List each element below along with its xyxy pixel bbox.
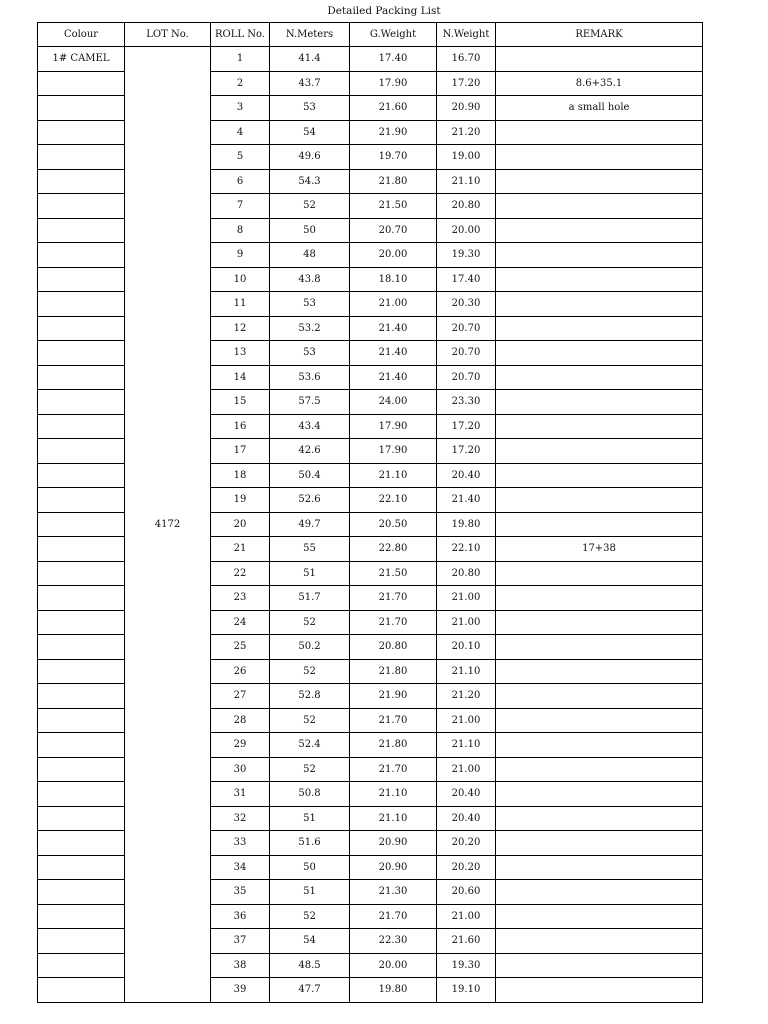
g-weight-cell: 21.40 (350, 316, 437, 341)
n-meters-cell: 50.2 (270, 635, 350, 660)
colour-cell (38, 120, 125, 145)
header-lot-no: LOT No. (125, 23, 211, 47)
n-weight-cell: 20.30 (437, 292, 496, 317)
n-meters-cell: 54.3 (270, 169, 350, 194)
n-weight-cell: 20.40 (437, 782, 496, 807)
n-meters-cell: 52 (270, 757, 350, 782)
remark-cell (496, 341, 703, 366)
n-meters-cell: 51 (270, 561, 350, 586)
remark-cell (496, 365, 703, 390)
g-weight-cell: 24.00 (350, 390, 437, 415)
remark-cell (496, 610, 703, 635)
colour-cell (38, 71, 125, 96)
remark-cell (496, 904, 703, 929)
roll-no-cell: 37 (211, 929, 270, 954)
remark-cell (496, 316, 703, 341)
n-weight-cell: 21.00 (437, 757, 496, 782)
roll-no-cell: 36 (211, 904, 270, 929)
colour-cell (38, 365, 125, 390)
remark-cell (496, 169, 703, 194)
n-weight-cell: 20.20 (437, 855, 496, 880)
n-weight-cell: 20.40 (437, 463, 496, 488)
colour-cell (38, 390, 125, 415)
n-meters-cell: 43.4 (270, 414, 350, 439)
remark-cell (496, 855, 703, 880)
page-title: Detailed Packing List (327, 5, 441, 17)
remark-cell (496, 561, 703, 586)
n-weight-cell: 22.10 (437, 537, 496, 562)
n-weight-cell: 21.10 (437, 659, 496, 684)
n-weight-cell: 17.20 (437, 71, 496, 96)
g-weight-cell: 19.70 (350, 145, 437, 170)
remark-cell (496, 439, 703, 464)
n-weight-cell: 21.00 (437, 708, 496, 733)
g-weight-cell: 18.10 (350, 267, 437, 292)
n-weight-cell: 21.40 (437, 488, 496, 513)
n-weight-cell: 23.30 (437, 390, 496, 415)
roll-no-cell: 27 (211, 684, 270, 709)
n-weight-cell: 19.30 (437, 953, 496, 978)
n-meters-cell: 50.4 (270, 463, 350, 488)
colour-cell (38, 782, 125, 807)
n-weight-cell: 20.00 (437, 218, 496, 243)
colour-cell (38, 316, 125, 341)
n-meters-cell: 51 (270, 880, 350, 905)
n-meters-cell: 54 (270, 120, 350, 145)
colour-cell (38, 610, 125, 635)
g-weight-cell: 17.40 (350, 47, 437, 72)
n-weight-cell: 20.40 (437, 806, 496, 831)
n-weight-cell: 21.20 (437, 684, 496, 709)
colour-cell (38, 953, 125, 978)
roll-no-cell: 25 (211, 635, 270, 660)
remark-cell (496, 880, 703, 905)
remark-cell (496, 414, 703, 439)
roll-no-cell: 19 (211, 488, 270, 513)
n-meters-cell: 52 (270, 708, 350, 733)
colour-cell (38, 806, 125, 831)
g-weight-cell: 21.70 (350, 610, 437, 635)
roll-no-cell: 31 (211, 782, 270, 807)
g-weight-cell: 21.70 (350, 904, 437, 929)
colour-cell (38, 169, 125, 194)
remark-cell (496, 929, 703, 954)
n-weight-cell: 19.00 (437, 145, 496, 170)
n-weight-cell: 20.70 (437, 316, 496, 341)
n-weight-cell: 19.80 (437, 512, 496, 537)
g-weight-cell: 17.90 (350, 414, 437, 439)
roll-no-cell: 29 (211, 733, 270, 758)
n-meters-cell: 57.5 (270, 390, 350, 415)
colour-cell (38, 880, 125, 905)
n-weight-cell: 20.10 (437, 635, 496, 660)
header-row (38, 23, 703, 47)
colour-cell (38, 586, 125, 611)
colour-cell (38, 341, 125, 366)
g-weight-cell: 21.00 (350, 292, 437, 317)
roll-no-cell: 14 (211, 365, 270, 390)
remark-cell (496, 194, 703, 219)
remark-cell (496, 145, 703, 170)
n-weight-cell: 21.20 (437, 120, 496, 145)
roll-no-cell: 1 (211, 47, 270, 72)
colour-cell (38, 439, 125, 464)
roll-no-cell: 2 (211, 71, 270, 96)
n-meters-cell: 51.6 (270, 831, 350, 856)
remark-cell (496, 120, 703, 145)
roll-no-cell: 15 (211, 390, 270, 415)
n-meters-cell: 50 (270, 218, 350, 243)
header-remark: REMARK (496, 23, 703, 47)
colour-cell (38, 561, 125, 586)
roll-no-cell: 22 (211, 561, 270, 586)
roll-no-cell: 12 (211, 316, 270, 341)
g-weight-cell: 21.40 (350, 341, 437, 366)
colour-cell (38, 855, 125, 880)
g-weight-cell: 21.60 (350, 96, 437, 121)
roll-no-cell: 26 (211, 659, 270, 684)
packing-list-table (37, 22, 703, 1003)
colour-cell (38, 537, 125, 562)
g-weight-cell: 22.10 (350, 488, 437, 513)
roll-no-cell: 7 (211, 194, 270, 219)
n-weight-cell: 21.10 (437, 169, 496, 194)
n-weight-cell: 21.00 (437, 610, 496, 635)
colour-cell (38, 831, 125, 856)
g-weight-cell: 21.90 (350, 120, 437, 145)
n-weight-cell: 19.10 (437, 978, 496, 1003)
colour-cell (38, 96, 125, 121)
g-weight-cell: 22.80 (350, 537, 437, 562)
n-weight-cell: 21.00 (437, 904, 496, 929)
n-meters-cell: 52.4 (270, 733, 350, 758)
colour-cell (38, 218, 125, 243)
header-roll-no: ROLL No. (211, 23, 270, 47)
remark-cell (496, 659, 703, 684)
remark-cell (496, 463, 703, 488)
colour-cell (38, 292, 125, 317)
n-weight-cell: 20.90 (437, 96, 496, 121)
g-weight-cell: 20.80 (350, 635, 437, 660)
n-meters-cell: 48 (270, 243, 350, 268)
remark-cell: 8.6+35.1 (496, 71, 703, 96)
remark-cell (496, 953, 703, 978)
n-meters-cell: 52 (270, 904, 350, 929)
header-g-weight: G.Weight (350, 23, 437, 47)
remark-cell (496, 47, 703, 72)
g-weight-cell: 17.90 (350, 439, 437, 464)
colour-cell (38, 733, 125, 758)
roll-no-cell: 18 (211, 463, 270, 488)
n-meters-cell: 50 (270, 855, 350, 880)
n-meters-cell: 41.4 (270, 47, 350, 72)
colour-cell (38, 904, 125, 929)
g-weight-cell: 21.10 (350, 806, 437, 831)
roll-no-cell: 38 (211, 953, 270, 978)
n-meters-cell: 53.2 (270, 316, 350, 341)
g-weight-cell: 20.90 (350, 831, 437, 856)
colour-cell: 1# CAMEL (38, 47, 125, 72)
roll-no-cell: 6 (211, 169, 270, 194)
roll-no-cell: 32 (211, 806, 270, 831)
n-meters-cell: 55 (270, 537, 350, 562)
remark-cell (496, 708, 703, 733)
n-meters-cell: 53 (270, 292, 350, 317)
n-meters-cell: 53 (270, 96, 350, 121)
header-n-meters: N.Meters (270, 23, 350, 47)
colour-cell (38, 463, 125, 488)
n-weight-cell: 20.70 (437, 341, 496, 366)
remark-cell (496, 831, 703, 856)
remark-cell (496, 978, 703, 1003)
n-weight-cell: 20.60 (437, 880, 496, 905)
g-weight-cell: 20.00 (350, 243, 437, 268)
n-meters-cell: 51 (270, 806, 350, 831)
remark-cell (496, 733, 703, 758)
remark-cell (496, 243, 703, 268)
lot-no-cell: 4172 (125, 47, 211, 1003)
remark-cell (496, 586, 703, 611)
colour-cell (38, 488, 125, 513)
n-meters-cell: 49.7 (270, 512, 350, 537)
roll-no-cell: 4 (211, 120, 270, 145)
remark-cell (496, 635, 703, 660)
colour-cell (38, 708, 125, 733)
n-meters-cell: 50.8 (270, 782, 350, 807)
roll-no-cell: 35 (211, 880, 270, 905)
colour-cell (38, 194, 125, 219)
n-weight-cell: 17.20 (437, 439, 496, 464)
g-weight-cell: 20.00 (350, 953, 437, 978)
roll-no-cell: 11 (211, 292, 270, 317)
g-weight-cell: 21.70 (350, 757, 437, 782)
roll-no-cell: 17 (211, 439, 270, 464)
roll-no-cell: 39 (211, 978, 270, 1003)
g-weight-cell: 17.90 (350, 71, 437, 96)
colour-cell (38, 659, 125, 684)
n-weight-cell: 21.00 (437, 586, 496, 611)
table-row (38, 47, 703, 72)
g-weight-cell: 21.90 (350, 684, 437, 709)
n-weight-cell: 17.40 (437, 267, 496, 292)
roll-no-cell: 10 (211, 267, 270, 292)
n-meters-cell: 52 (270, 610, 350, 635)
n-meters-cell: 52 (270, 194, 350, 219)
g-weight-cell: 21.80 (350, 169, 437, 194)
remark-cell (496, 782, 703, 807)
g-weight-cell: 21.40 (350, 365, 437, 390)
colour-cell (38, 978, 125, 1003)
header-colour: Colour (38, 23, 125, 47)
colour-cell (38, 145, 125, 170)
roll-no-cell: 21 (211, 537, 270, 562)
g-weight-cell: 20.70 (350, 218, 437, 243)
colour-cell (38, 243, 125, 268)
colour-cell (38, 512, 125, 537)
roll-no-cell: 33 (211, 831, 270, 856)
remark-cell (496, 806, 703, 831)
g-weight-cell: 19.80 (350, 978, 437, 1003)
remark-cell (496, 488, 703, 513)
roll-no-cell: 30 (211, 757, 270, 782)
colour-cell (38, 684, 125, 709)
roll-no-cell: 28 (211, 708, 270, 733)
g-weight-cell: 21.10 (350, 463, 437, 488)
roll-no-cell: 24 (211, 610, 270, 635)
remark-cell (496, 267, 703, 292)
colour-cell (38, 757, 125, 782)
remark-cell (496, 218, 703, 243)
roll-no-cell: 9 (211, 243, 270, 268)
roll-no-cell: 16 (211, 414, 270, 439)
n-meters-cell: 42.6 (270, 439, 350, 464)
n-weight-cell: 17.20 (437, 414, 496, 439)
n-meters-cell: 54 (270, 929, 350, 954)
n-weight-cell: 19.30 (437, 243, 496, 268)
g-weight-cell: 21.10 (350, 782, 437, 807)
g-weight-cell: 21.50 (350, 194, 437, 219)
roll-no-cell: 23 (211, 586, 270, 611)
roll-no-cell: 13 (211, 341, 270, 366)
n-meters-cell: 43.7 (270, 71, 350, 96)
roll-no-cell: 20 (211, 512, 270, 537)
remark-cell: 17+38 (496, 537, 703, 562)
colour-cell (38, 414, 125, 439)
g-weight-cell: 21.70 (350, 586, 437, 611)
n-meters-cell: 43.8 (270, 267, 350, 292)
roll-no-cell: 8 (211, 218, 270, 243)
header-n-weight: N.Weight (437, 23, 496, 47)
g-weight-cell: 21.80 (350, 659, 437, 684)
n-meters-cell: 51.7 (270, 586, 350, 611)
n-weight-cell: 20.70 (437, 365, 496, 390)
roll-no-cell: 3 (211, 96, 270, 121)
n-weight-cell: 16.70 (437, 47, 496, 72)
g-weight-cell: 20.90 (350, 855, 437, 880)
remark-cell (496, 684, 703, 709)
g-weight-cell: 20.50 (350, 512, 437, 537)
n-weight-cell: 21.60 (437, 929, 496, 954)
remark-cell (496, 390, 703, 415)
colour-cell (38, 929, 125, 954)
roll-no-cell: 34 (211, 855, 270, 880)
n-meters-cell: 52.6 (270, 488, 350, 513)
n-weight-cell: 20.80 (437, 194, 496, 219)
n-meters-cell: 48.5 (270, 953, 350, 978)
n-weight-cell: 20.20 (437, 831, 496, 856)
colour-cell (38, 635, 125, 660)
n-meters-cell: 53 (270, 341, 350, 366)
n-meters-cell: 53.6 (270, 365, 350, 390)
g-weight-cell: 21.80 (350, 733, 437, 758)
g-weight-cell: 21.70 (350, 708, 437, 733)
n-meters-cell: 52.8 (270, 684, 350, 709)
colour-cell (38, 267, 125, 292)
g-weight-cell: 21.50 (350, 561, 437, 586)
n-meters-cell: 49.6 (270, 145, 350, 170)
remark-cell (496, 757, 703, 782)
g-weight-cell: 22.30 (350, 929, 437, 954)
n-meters-cell: 47.7 (270, 978, 350, 1003)
g-weight-cell: 21.30 (350, 880, 437, 905)
n-weight-cell: 20.80 (437, 561, 496, 586)
n-weight-cell: 21.10 (437, 733, 496, 758)
roll-no-cell: 5 (211, 145, 270, 170)
remark-cell (496, 512, 703, 537)
n-meters-cell: 52 (270, 659, 350, 684)
remark-cell: a small hole (496, 96, 703, 121)
remark-cell (496, 292, 703, 317)
